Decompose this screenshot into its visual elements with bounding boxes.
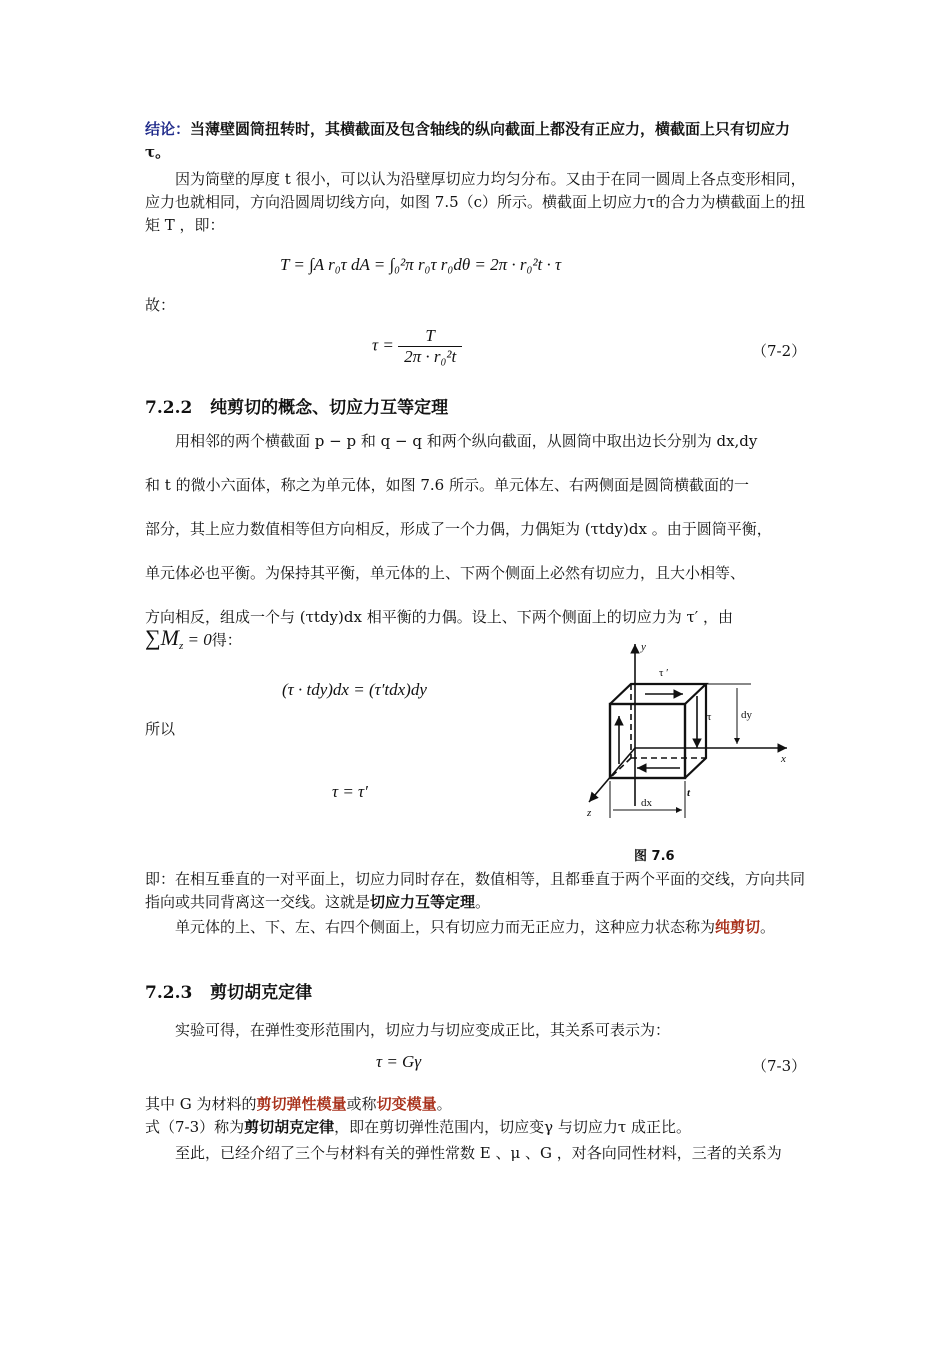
hidden-edge [610, 758, 631, 778]
paragraph-reciprocity [145, 868, 810, 914]
section-number: 7.2.3 [145, 983, 193, 1003]
para6-a: 其中 G 为材料的 [145, 1095, 257, 1113]
para6-b: 或称 [346, 1095, 377, 1113]
label-tau: τ [707, 711, 712, 723]
term-reciprocity: 切应力互等定理 [370, 893, 476, 911]
equation-7-3-number: （7-3） [752, 1057, 807, 1075]
equation-7-3: τ = Gγ [376, 1052, 422, 1071]
paragraph-experiment: 实验可得，在弹性变形范围内，切应力与切应变成正比，其关系可表示为： [175, 1021, 671, 1039]
term-pure-shear: 纯剪切 [715, 918, 761, 936]
para7-a: 式（7-3）称为 [145, 1118, 245, 1136]
figure-7-6-diagram [575, 636, 805, 836]
label-dy: dy [741, 709, 752, 721]
para2-line: 单元体必也平衡。为保持其平衡，单元体的上、下两个侧面上必然有切应力，且大小相等、 [145, 564, 746, 582]
right-face [685, 684, 706, 778]
label-tau-prime: τ ′ [659, 667, 669, 679]
moment-expr: ∑M [145, 625, 180, 650]
section-number: 7.2.2 [145, 398, 193, 418]
equation-7-2-numerator: T [398, 326, 462, 347]
para3-end: 。 [475, 893, 491, 911]
label-y: y [641, 641, 646, 653]
section-heading-7-2-3 [145, 978, 312, 1003]
paragraph-shear-modulus [145, 1093, 810, 1116]
equation-balance: (τ · tdy)dx = (τ′tdx)dy [282, 680, 427, 699]
figure-caption: 图 7.6 [634, 849, 675, 864]
section-title: 剪切胡克定律 [210, 983, 313, 1003]
label-t: t [687, 787, 691, 799]
label-z: z [587, 807, 592, 819]
moment-rest: = 0 [183, 630, 212, 649]
conclusion-label: 结论： [145, 120, 191, 138]
para3-text: 即：在相互垂直的一对平面上，切应力同时存在，数值相等，且都垂直于两个平面的交线，方向共同指向或共同背离这一交线。这就是 [145, 870, 806, 911]
moment-sub: z [179, 640, 184, 653]
equation-7-2-number: （7-2） [752, 342, 807, 360]
label-x: x [781, 753, 786, 765]
equation-torque: T = ∫A r₀τ dA = ∫₀²π r₀τ r₀dθ = 2π · r₀²t · τ [280, 255, 562, 274]
moment-tail: 得： [211, 631, 242, 649]
moment-condition [145, 625, 242, 652]
paragraph-elastic-constants: 至此，已经介绍了三个与材料有关的弹性常数 E 、μ 、G ，对各向同性材料，三者的关系为 [175, 1144, 782, 1162]
therefore-label: 所以 [145, 720, 176, 738]
term-hooke-law: 剪切胡克定律 [244, 1118, 335, 1136]
para4-text: 单元体的上、下、左、右四个侧面上，只有切应力而无正应力，这种应力状态称为 [175, 918, 716, 936]
paragraph-wall-thickness: 因为筒壁的厚度 t 很小，可以认为沿壁厚切应力均匀分布。又由于在同一圆周上各点变形相同，应力也就相同，方向沿圆周切线方向，如图 7.5（c）所示。横截面上切应力τ的合力为横截面上的扭矩 T ，即： [145, 170, 806, 234]
equation-tau-equal: τ = τ′ [332, 782, 368, 801]
term-shear-elastic-modulus: 剪切弹性模量 [256, 1095, 347, 1113]
conclusion-text: 当薄壁圆筒扭转时，其横截面及包含轴线的纵向截面上都没有正应力，横截面上只有切应力τ。 [145, 120, 791, 161]
section-title: 纯剪切的概念、切应力互等定理 [210, 398, 449, 418]
para2-line: 用相邻的两个横截面 p − p 和 q − q 和两个纵向截面，从圆筒中取出边长分别为 dx,dy [175, 432, 758, 450]
label-dx: dx [641, 797, 652, 809]
equation-7-2-lhs: τ = [372, 335, 394, 355]
para2-line: 和 t 的微小六面体，称之为单元体，如图 7.6 所示。单元体左、右两侧面是圆筒横截面的一 [145, 476, 749, 494]
para2-line: 部分，其上应力数值相等但方向相反，形成了一个力偶，力偶矩为 (τtdy)dx 。由于圆筒平衡， [145, 520, 772, 538]
para2-line: 方向相反，组成一个与 (τtdy)dx 相平衡的力偶。设上、下两个侧面上的切应力为 τ′ ，由 [145, 608, 733, 626]
conclusion-paragraph [145, 118, 810, 164]
paragraph-hooke-law [145, 1116, 810, 1139]
equation-7-2-fraction [398, 326, 462, 367]
equation-7-2 [372, 326, 462, 367]
para7-b: ，即在剪切弹性范围内，切应变γ 与切应力τ 成正比。 [334, 1118, 691, 1136]
paragraph-unit-element [145, 419, 810, 639]
so-label: 故： [145, 296, 176, 314]
paragraph-pure-shear [145, 916, 810, 939]
term-shear-modulus: 切变模量 [376, 1095, 437, 1113]
para6-c: 。 [436, 1095, 452, 1113]
equation-7-2-denominator: 2π · r₀²t [404, 347, 457, 366]
section-heading-7-2-2 [145, 393, 448, 418]
para4-end: 。 [760, 918, 776, 936]
